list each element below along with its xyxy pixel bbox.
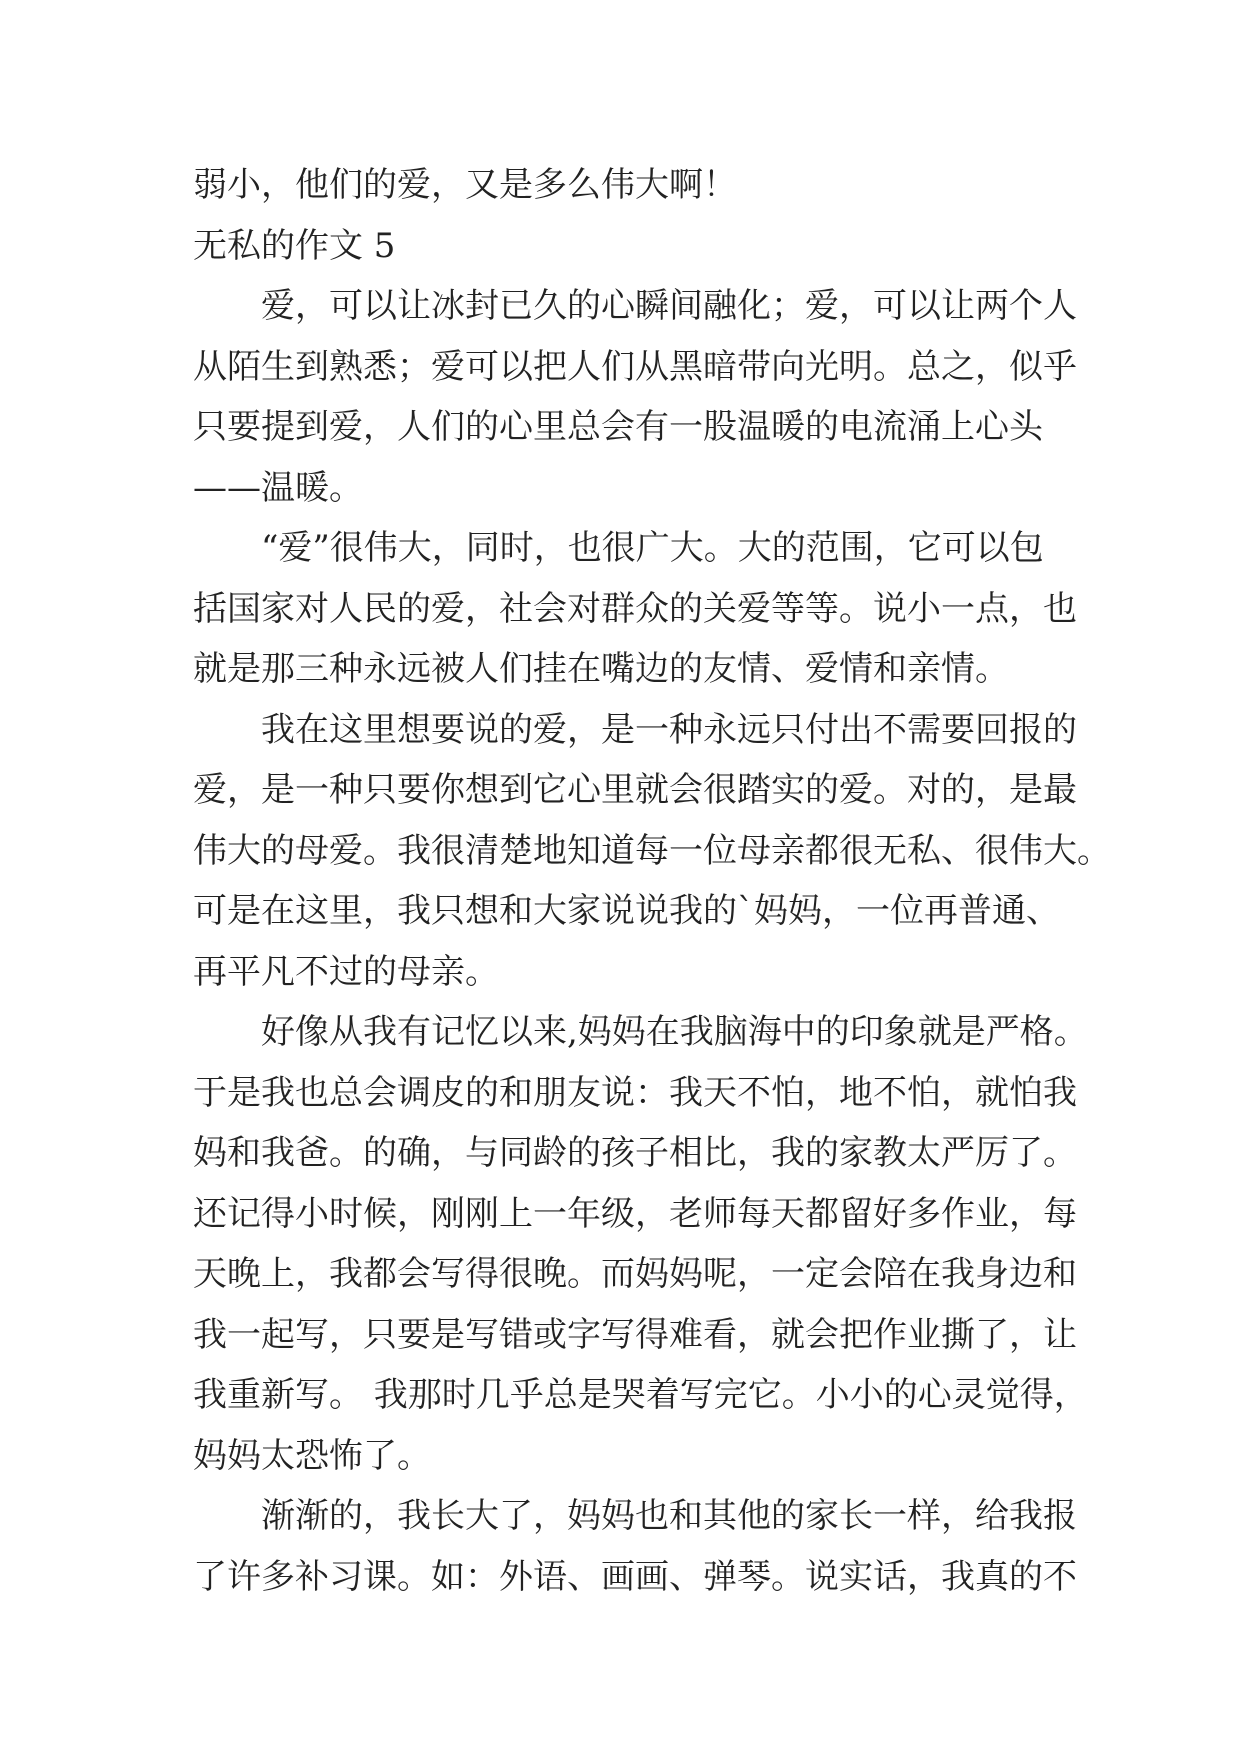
paragraph-4-line-8: 妈妈太恐怖了。 <box>193 1435 431 1476</box>
text-line-1: 弱小，他们的爱，又是多么伟大啊！ <box>193 165 737 205</box>
paragraph-4-line-3: 妈和我爸。的确，与同龄的孩子相比，我的家教太严厉了。 <box>193 1133 1077 1173</box>
paragraph-4-line-1: 好像从我有记忆以来,妈妈在我脑海中的印象就是严格。 <box>261 1012 1088 1052</box>
paragraph-2-line-3: 就是那三种永远被人们挂在嘴边的友情、爱情和亲情。 <box>193 649 1009 689</box>
paragraph-1-line-4: ——温暖。 <box>193 467 363 508</box>
paragraph-3-line-3: 伟大的母爱。我很清楚地知道每一位母亲都很无私、很伟大。 <box>193 830 1111 871</box>
document-body <box>193 155 1111 1607</box>
paragraph-3-line-4: 可是在这里，我只想和大家说说我的`妈妈，一位再普通、 <box>193 891 1060 931</box>
paragraph-1-line-1: 爱，可以让冰封已久的心瞬间融化；爱，可以让两个人 <box>261 286 1077 326</box>
paragraph-2-line-2: 括国家对人民的爱，社会对群众的关爱等等。说小一点，也 <box>193 588 1077 629</box>
paragraph-5-line-1: 渐渐的，我长大了，妈妈也和其他的家长一样，给我报 <box>261 1496 1077 1536</box>
paragraph-3-line-5: 再平凡不过的母亲。 <box>193 951 499 992</box>
paragraph-5-line-2: 了许多补习课。如：外语、画画、弹琴。说实话，我真的不 <box>193 1556 1077 1597</box>
paragraph-4-line-7: 我重新写。 我那时几乎总是哭着写完它。小小的心灵觉得， <box>193 1375 1088 1415</box>
paragraph-1-line-3: 只要提到爱，人们的心里总会有一股温暖的电流涌上心头 <box>193 407 1043 447</box>
section-heading: 无私的作文 5 <box>193 225 396 266</box>
paragraph-4-line-2: 于是我也总会调皮的和朋友说：我天不怕，地不怕，就怕我 <box>193 1072 1077 1113</box>
paragraph-3-line-2: 爱，是一种只要你想到它心里就会很踏实的爱。对的，是最 <box>193 770 1077 810</box>
paragraph-4-line-5: 天晚上，我都会写得很晚。而妈妈呢，一定会陪在我身边和 <box>193 1254 1077 1294</box>
paragraph-3-line-1: 我在这里想要说的爱，是一种永远只付出不需要回报的 <box>261 709 1077 750</box>
paragraph-1-line-2: 从陌生到熟悉；爱可以把人们从黑暗带向光明。总之，似乎 <box>193 346 1077 387</box>
paragraph-4-line-6: 我一起写，只要是写错或字写得难看，就会把作业撕了，让 <box>193 1314 1077 1355</box>
paragraph-2-line-1: “爱”很伟大，同时，也很广大。大的范围，它可以包 <box>261 528 1044 568</box>
paragraph-4-line-4: 还记得小时候，刚刚上一年级，老师每天都留好多作业，每 <box>193 1193 1077 1234</box>
